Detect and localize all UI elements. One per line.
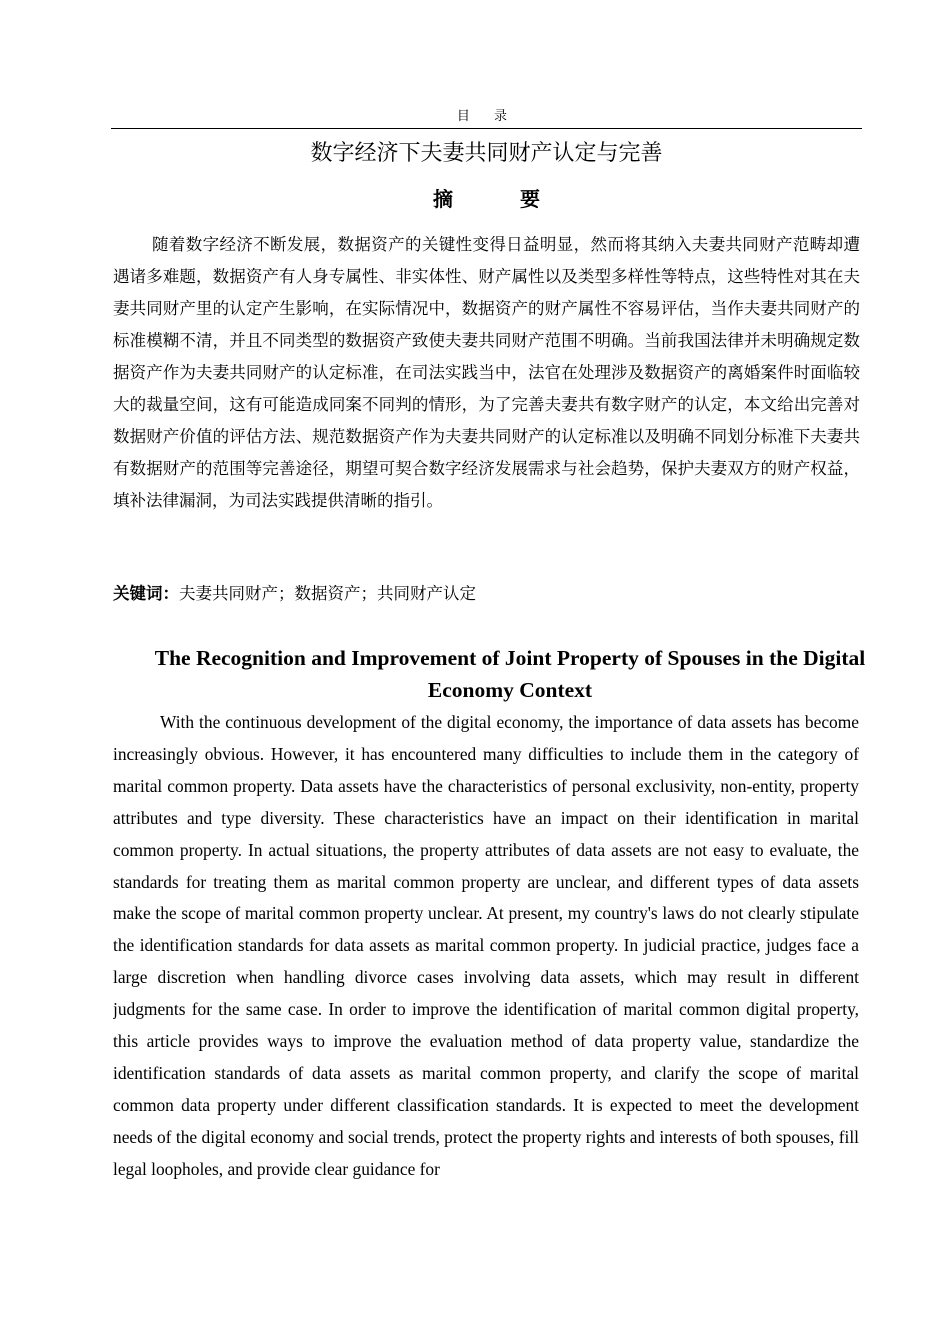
keywords-label: 关键词： [113,584,179,603]
running-header: 目 录 [456,109,518,124]
keywords-value: 夫妻共同财产；数据资产；共同财产认定 [179,584,476,603]
chinese-title: 数字经济下夫妻共同财产认定与完善 [310,141,663,166]
chinese-abstract-heading: 摘 要 [433,187,570,211]
english-abstract-body: With the continuous development of the digital economy, the importance of data assets has become increasingly obvious. However, it has encountered many difficulties to include them in the category of marital common property. Data assets have the characteristics of personal exclusivity, non-entity, property attributes and type diversity. These characteristics have an impact on their identification in marital common property. In actual situations, the property attributes of data assets are not easy to evaluate, the standards for treating them as marital common property are unclear, and different types of data assets make the scope of marital common property unclear. At present, my country's laws do not clearly stipulate the identification standards for data assets as marital common property. In judicial practice, judges face a large discretion when handling divorce cases involving data assets, which may result in different judgments for the same case. In order to improve the identification of marital common digital property, this article provides ways to improve the evaluation method of data property value, standardize the identification standards of data assets as marital common property, and clarify the scope of marital common data property under different classification standards. It is expected to meet the development needs of the digital economy and social trends, protect the property rights and interests of both spouses, fill legal loopholes, and provide clear guidance for [113,712,859,1179]
english-title: The Recognition and Improvement of Joint Property of Spouses in the Digital Economy Context [154,646,866,702]
header-rule [111,128,862,129]
chinese-abstract-body: 随着数字经济不断发展，数据资产的关键性变得日益明显，然而将其纳入夫妻共同财产范畴却遭遇诸多难题，数据资产有人身专属性、非实体性、财产属性以及类型多样性等特点，这些特性对其在夫妻共同财产里的认定产生影响，在实际情况中，数据资产的财产属性不容易评估，当作夫妻共同财产的标准模糊不清，并且不同类型的数据资产致使夫妻共同财产范围不明确。当前我国法律并未明确规定数据资产作为夫妻共同财产的认定标准，在司法实践当中，法官在处理涉及数据资产的离婚案件时面临较大的裁量空间，这有可能造成同案不同判的情形，为了完善夫妻共有数字财产的认定，本文给出完善对数据财产价值的评估方法、规范数据资产作为夫妻共同财产的认定标准以及明确不同划分标准下夫妻共有数据财产的范围等完善途径，期望可契合数字经济发展需求与社会趋势，保护夫妻双方的财产权益，填补法律漏洞，为司法实践提供清晰的指引。 [113,235,860,510]
chinese-keywords [113,579,860,609]
